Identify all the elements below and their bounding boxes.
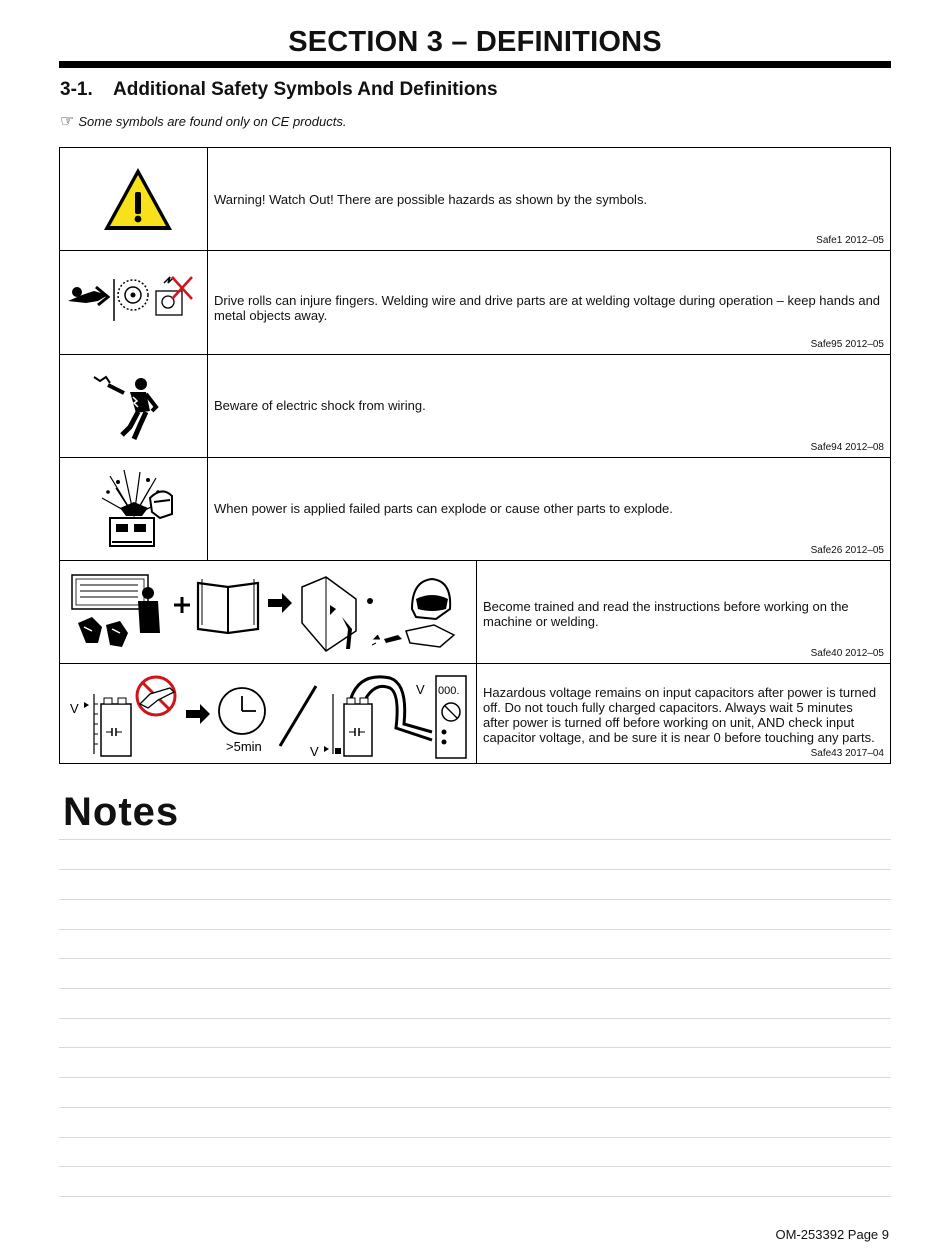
voltage-label: V bbox=[310, 744, 319, 759]
capacitor-voltage-icon bbox=[60, 664, 476, 763]
notes-title: Notes bbox=[63, 790, 180, 834]
subsection-title bbox=[60, 79, 498, 101]
note-line bbox=[59, 988, 891, 989]
title-rule bbox=[59, 61, 891, 68]
symbol-code: Safe26 2012–05 bbox=[810, 545, 884, 556]
symbol-description: Drive rolls can injure fingers. Welding wire and drive parts are at welding voltage during operation – keep hands and metal objects away. bbox=[214, 293, 881, 323]
voltage-label: V bbox=[416, 682, 425, 697]
symbol-description: Warning! Watch Out! There are possible hazards as shown by the symbols. bbox=[214, 192, 648, 207]
page-footer: OM-253392 Page 9 bbox=[775, 1227, 889, 1242]
note-line bbox=[59, 958, 891, 959]
safety-symbols-table bbox=[59, 147, 891, 764]
section-title: SECTION 3 – DEFINITIONS bbox=[288, 26, 662, 58]
note-line bbox=[59, 1047, 891, 1048]
subsection-number: 3-1. bbox=[60, 79, 93, 100]
exploding-parts-icon bbox=[60, 458, 207, 560]
ce-note-text: Some symbols are found only on CE products. bbox=[78, 114, 347, 129]
symbol-row bbox=[60, 251, 890, 355]
symbol-row bbox=[60, 664, 890, 763]
voltage-label: V bbox=[70, 701, 79, 716]
note-line bbox=[59, 1107, 891, 1108]
electric-shock-icon bbox=[60, 355, 207, 457]
symbol-code: Safe94 2012–08 bbox=[810, 442, 884, 453]
symbol-description: Beware of electric shock from wiring. bbox=[214, 398, 426, 413]
symbol-description: Hazardous voltage remains on input capacitors after power is turned off. Do not touch fully charged capacitors. Always wait 5 minutes after power is turned off before working on unit, AND check input capacitor voltage, and be sure it is near 0 before touching any parts. bbox=[483, 685, 877, 745]
note-line bbox=[59, 869, 891, 870]
note-line bbox=[59, 899, 891, 900]
symbol-row bbox=[60, 458, 890, 561]
note-line bbox=[59, 1137, 891, 1138]
note-line bbox=[59, 1018, 891, 1019]
note-line bbox=[59, 1196, 891, 1197]
symbol-row bbox=[60, 148, 890, 251]
symbol-code: Safe40 2012–05 bbox=[810, 648, 884, 659]
note-line bbox=[59, 1077, 891, 1078]
symbol-code: Safe1 2012–05 bbox=[816, 235, 884, 246]
wait-time-label: >5min bbox=[226, 739, 262, 754]
symbol-description: Become trained and read the instructions before working on the machine or welding. bbox=[483, 599, 849, 629]
symbol-code: Safe95 2012–05 bbox=[810, 339, 884, 350]
symbol-description: When power is applied failed parts can explode or cause other parts to explode. bbox=[214, 501, 673, 516]
read-instructions-icon bbox=[60, 561, 476, 663]
ce-note bbox=[60, 111, 346, 131]
symbol-row bbox=[60, 355, 890, 458]
symbol-row bbox=[60, 561, 890, 664]
subsection-title-text: Additional Safety Symbols And Definitions bbox=[113, 79, 498, 100]
note-line bbox=[59, 929, 891, 930]
pointing-hand-icon: ☞ bbox=[60, 113, 75, 130]
meter-reading: 000. bbox=[438, 685, 460, 697]
drive-rolls-hazard-icon bbox=[60, 251, 207, 354]
symbol-code: Safe43 2017–04 bbox=[810, 748, 884, 759]
note-line bbox=[59, 1166, 891, 1167]
warning-triangle-icon bbox=[60, 148, 207, 250]
note-line bbox=[59, 839, 891, 840]
